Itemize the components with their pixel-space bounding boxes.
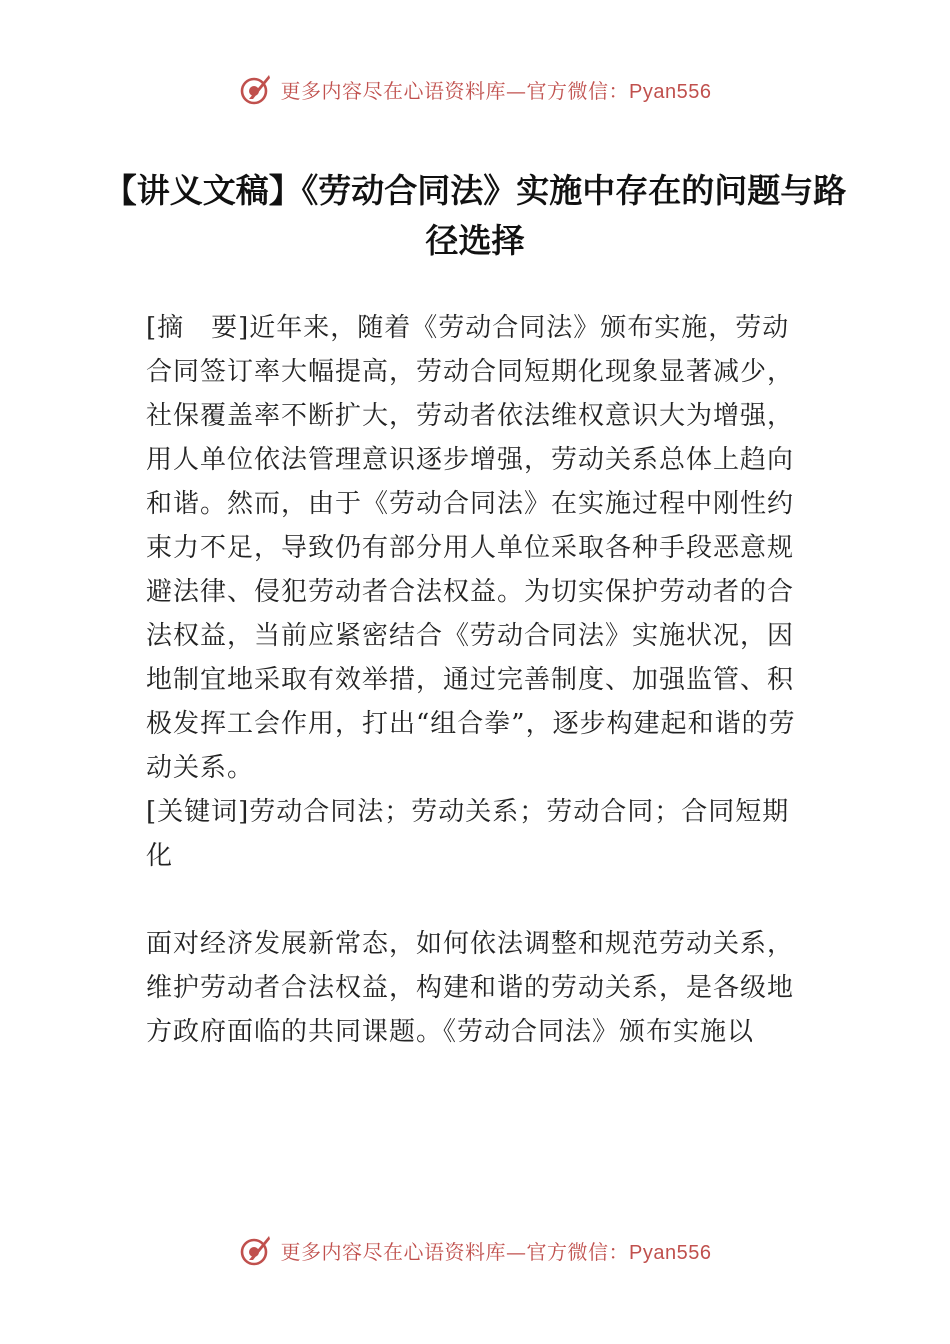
header-banner <box>0 72 950 106</box>
footer-banner-label: 更多内容尽在心语资料库—官方微信： <box>280 1239 630 1264</box>
abstract-paragraph: [摘 要]近年来，随着《劳动合同法》颁布实施，劳动合同签订率大幅提高，劳动合同短期化现象显著减少，社保覆盖率不断扩大，劳动者依法维权意识大为增强，用人单位依法管理意识逐步增强，劳动关系总体上趋向和谐。然而，由于《劳动合同法》在实施过程中刚性约束力不足，导致仍有部分用人单位采取各种手段恶意规避法律、侵犯劳动者合法权益。为切实保护劳动者的合法权益，当前应紧密结合《劳动合同法》实施状况，因地制宜地采取有效举措，通过完善制度、加强监管、积极发挥工会作用，打出“组合拳”，逐步构建起和谐的劳动关系。 <box>146 313 796 783</box>
keywords-paragraph: [关键词]劳动合同法；劳动关系；劳动合同；合同短期化 <box>146 797 790 871</box>
header-banner-label: 更多内容尽在心语资料库—官方微信： <box>280 78 630 103</box>
header-wechat-id: Pyan556 <box>629 80 712 103</box>
footer-banner <box>0 1233 950 1267</box>
paragraph-spacer <box>146 878 806 922</box>
footer-wechat-id: Pyan556 <box>629 1241 712 1264</box>
body-paragraph: 面对经济发展新常态，如何依法调整和规范劳动关系，维护劳动者合法权益，构建和谐的劳动关系，是各级地方政府面临的共同课题。《劳动合同法》颁布实施以 <box>146 929 795 1047</box>
footer-banner-text <box>281 1236 712 1265</box>
quill-pen-circle-icon <box>239 1233 273 1267</box>
document-title: 【讲义文稿】《劳动合同法》实施中存在的问题与路径选择 <box>103 171 847 260</box>
document-body <box>146 306 806 1054</box>
header-banner-text <box>281 75 712 104</box>
quill-pen-circle-icon <box>239 72 273 106</box>
